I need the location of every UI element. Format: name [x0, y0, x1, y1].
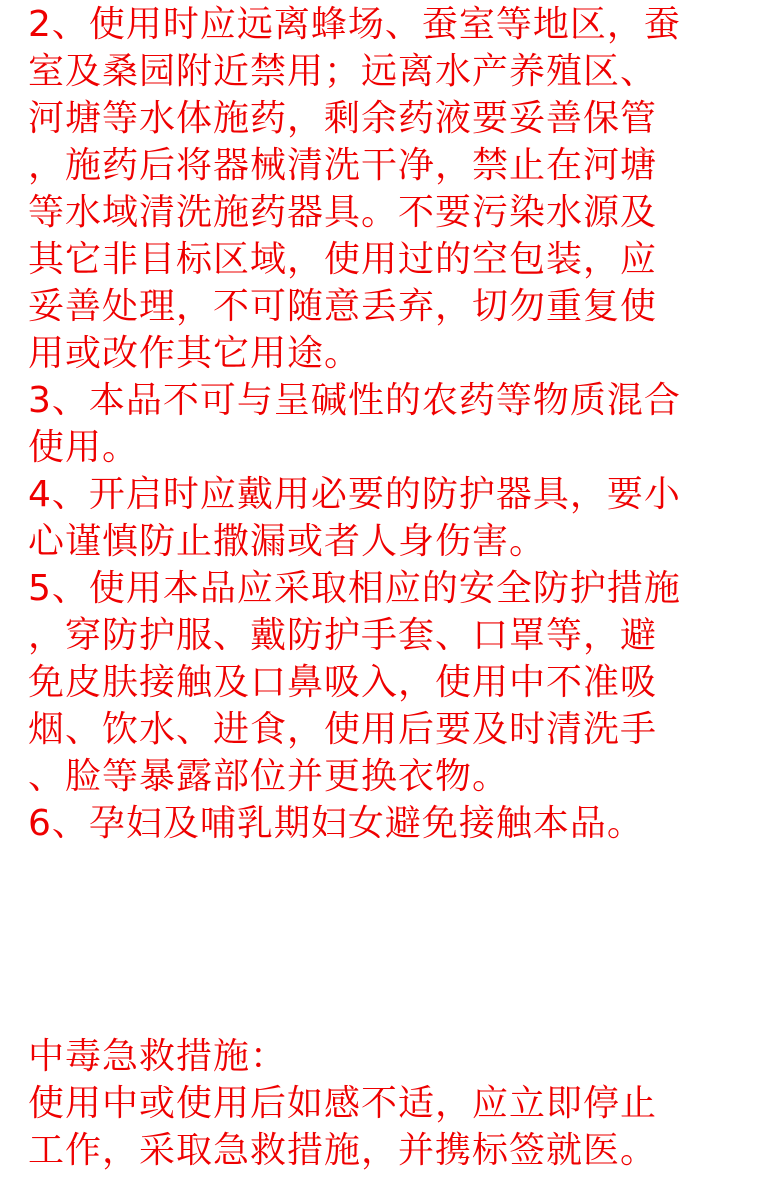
precaution-line-2: 等水域清洗施药器具。不要污染水源及 — [28, 192, 658, 233]
precaution-line-2: 室及桑园附近禁用；远离水产养殖区、 — [28, 51, 658, 92]
precaution-line-3: 使用。 — [28, 427, 140, 468]
precaution-line-2: 河塘等水体施药，剩余药液要妥善保管 — [28, 98, 658, 139]
precaution-line-2: 用或改作其它用途。 — [28, 333, 362, 374]
precaution-line-3: 3、本品不可与呈碱性的农药等物质混合 — [28, 380, 681, 421]
precaution-line-5: 烟、饮水、进食，使用后要及时清洗手 — [28, 709, 658, 750]
first-aid-line: 使用中或使用后如感不适，应立即停止 — [28, 1083, 658, 1124]
precaution-line-2: 2、使用时应远离蜂场、蚕室等地区，蚕 — [28, 4, 681, 45]
precaution-line-2: ，施药后将器械清洗干净，禁止在河塘 — [28, 145, 658, 186]
precaution-line-2: 其它非目标区域，使用过的空包装，应 — [28, 239, 658, 280]
precaution-line-5: 免皮肤接触及口鼻吸入，使用中不准吸 — [28, 662, 658, 703]
precaution-line-4: 4、开启时应戴用必要的防护器具，要小 — [28, 474, 681, 515]
precaution-line-5: 、脸等暴露部位并更换衣物。 — [28, 756, 510, 797]
precaution-line-4: 心谨慎防止撒漏或者人身伤害。 — [28, 521, 547, 562]
first-aid-line: 工作，采取急救措施，并携标签就医。 — [28, 1130, 658, 1171]
precaution-line-5: 5、使用本品应采取相应的安全防护措施 — [28, 568, 681, 609]
first-aid-heading: 中毒急救措施： — [28, 1036, 288, 1077]
precaution-line-6: 6、孕妇及哺乳期妇女避免接触本品。 — [28, 803, 644, 844]
precaution-line-5: ，穿防护服、戴防护手套、口罩等，避 — [28, 615, 658, 656]
precaution-line-2: 妥善处理，不可随意丢弃，切勿重复使 — [28, 286, 658, 327]
